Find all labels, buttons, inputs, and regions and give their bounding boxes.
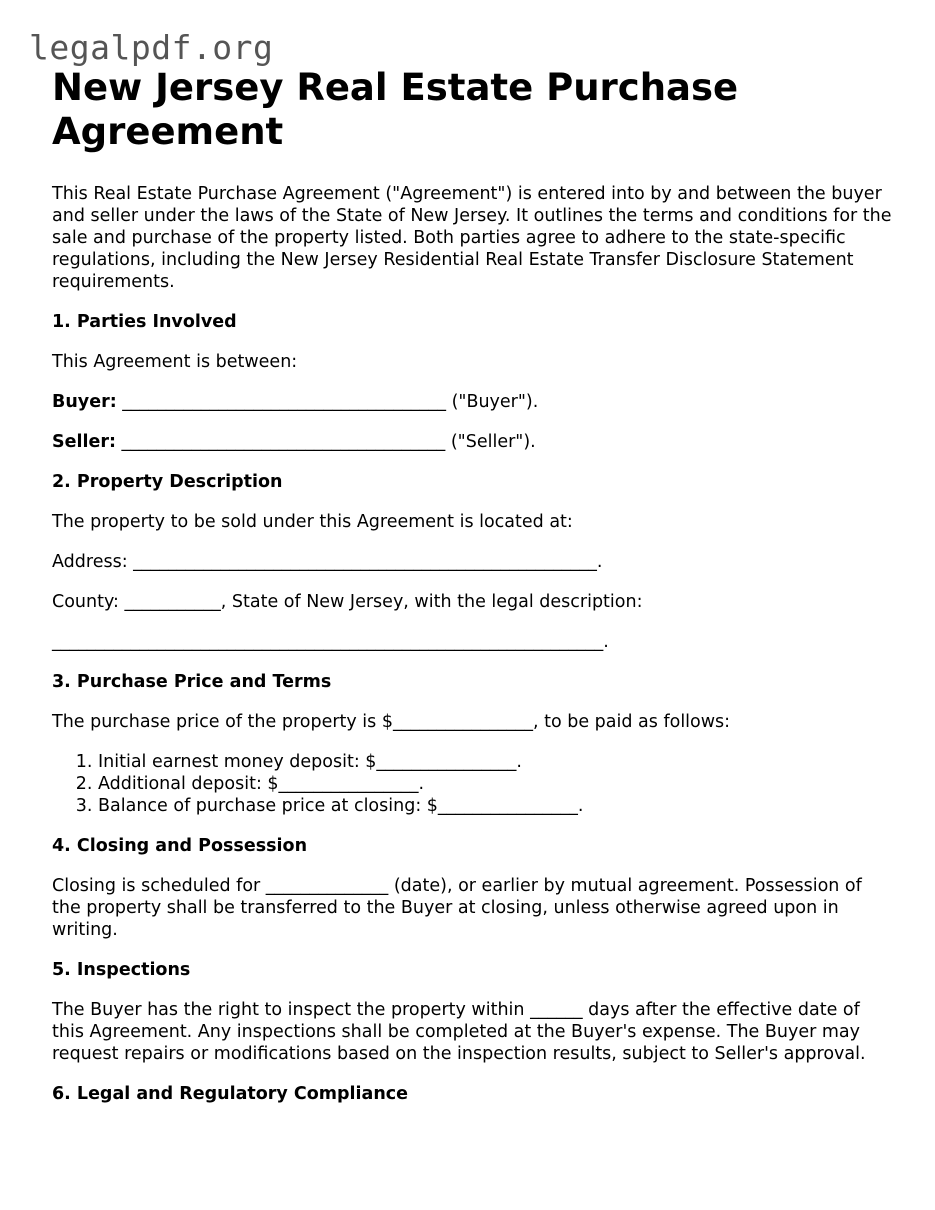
section-inspections-heading: 5. Inspections (52, 960, 191, 980)
buyer-blank: _____________________________________ ("Buyer"). (116, 392, 539, 412)
seller-blank: _____________________________________ ("Seller"). (115, 432, 536, 452)
parties-text: This Agreement is between: (52, 352, 298, 372)
section-parties-heading: 1. Parties Involved (52, 312, 237, 332)
legal-description-line: _______________________________________________________________. (52, 632, 609, 652)
seller-label: Seller: (52, 432, 116, 452)
list-item: 2. Additional deposit: $________________. (98, 773, 892, 795)
watermark-text: legalpdf.org (29, 28, 274, 67)
county-line: County: ___________, State of New Jersey, with the legal description: (52, 592, 643, 612)
list-item: 1. Initial earnest money deposit: $________________. (98, 751, 892, 773)
document-body (52, 66, 892, 1123)
property-text: The property to be sold under this Agreement is located at: (52, 512, 573, 532)
list-item: 3. Balance of purchase price at closing: $________________. (98, 795, 892, 817)
section-property-heading: 2. Property Description (52, 472, 283, 492)
inspections-text: The Buyer has the right to inspect the property within ______ days after the effective date of this Agreement. Any inspections shall be completed at the Buyer's expense. The Buyer may request repairs or modifications based on the inspection results, subject to Seller's approval. (52, 1000, 866, 1064)
buyer-line (52, 391, 892, 413)
seller-line (52, 431, 892, 453)
document-title: New Jersey Real Estate Purchase Agreement (52, 66, 739, 153)
buyer-label: Buyer: (52, 392, 117, 412)
payment-list (52, 751, 892, 817)
address-line: Address: _____________________________________________________. (52, 552, 603, 572)
section-compliance-heading: 6. Legal and Regulatory Compliance (52, 1084, 409, 1104)
intro-paragraph: This Real Estate Purchase Agreement ("Agreement") is entered into by and between the buyer and seller under the laws of the State of New Jersey. It outlines the terms and conditions for the sale and purchase of the property listed. Both parties agree to adhere to the state-specific regulations, including the New Jersey Residential Real Estate Transfer Disclosure Statement requirements. (52, 184, 892, 292)
section-closing-heading: 4. Closing and Possession (52, 836, 308, 856)
closing-text: Closing is scheduled for ______________ (date), or earlier by mutual agreement. Possession of the property shall be transferred to the Buyer at closing, unless otherwise agreed upon in writing. (52, 876, 862, 940)
price-text: The purchase price of the property is $________________, to be paid as follows: (52, 712, 731, 732)
section-price-heading: 3. Purchase Price and Terms (52, 672, 332, 692)
